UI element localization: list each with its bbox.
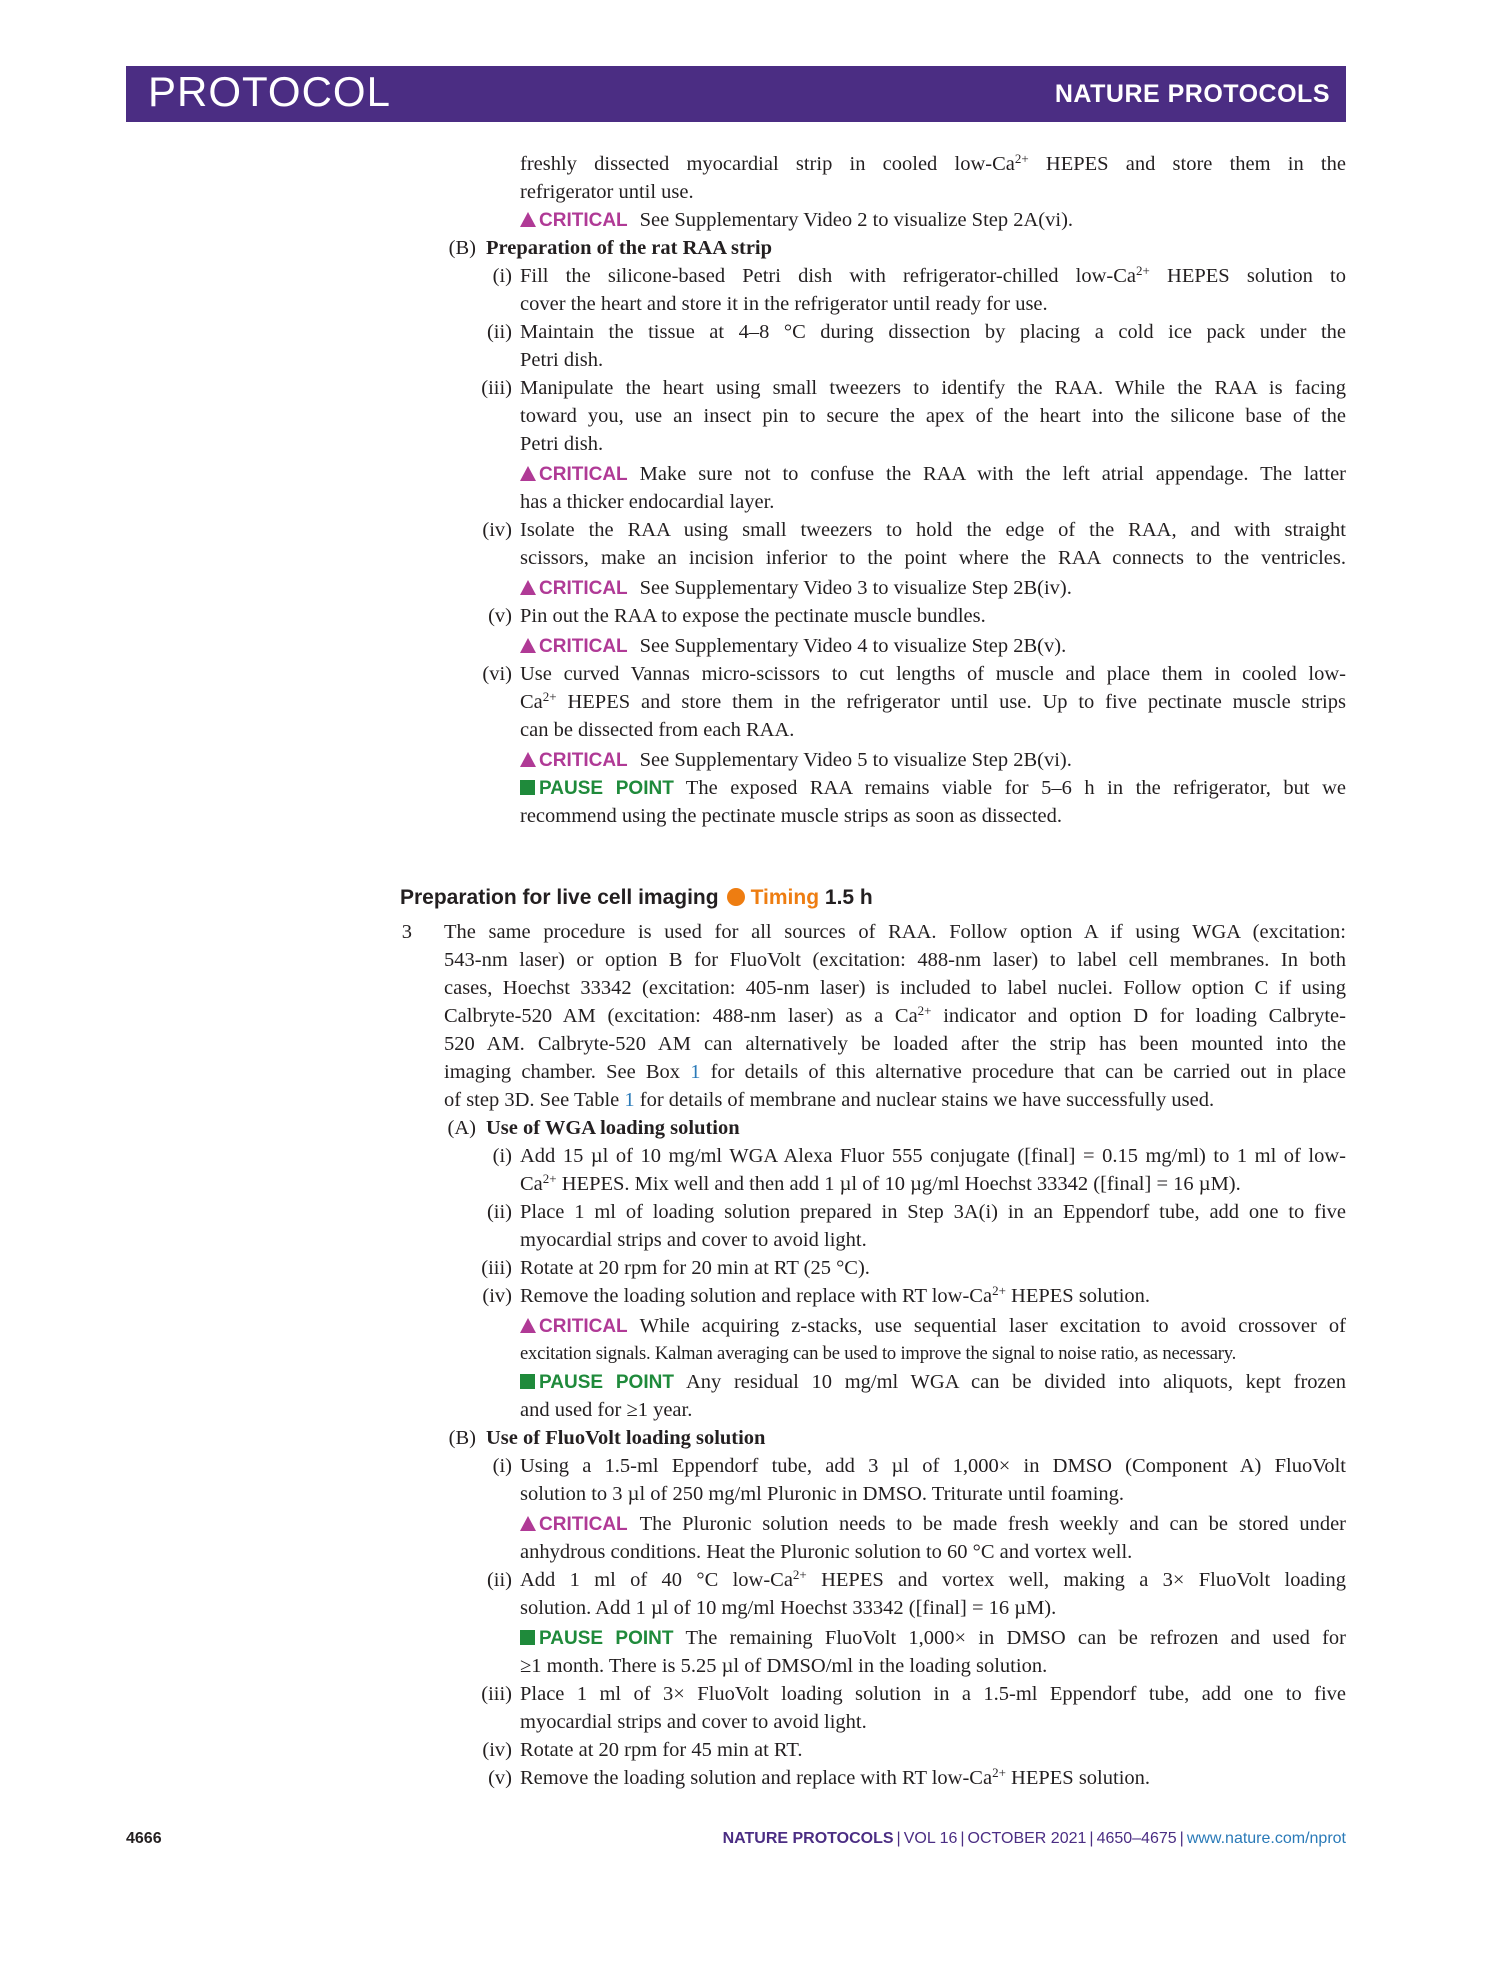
text-line: freshly dissected myocardial strip in cooled low-$Ca^{2+}$ HEPES and store them in the xyxy=(520,151,1346,175)
warning-triangle-icon xyxy=(520,466,536,481)
text-line: Petri dish. xyxy=(520,433,604,455)
pause-square-icon xyxy=(520,1374,535,1389)
text-line: and used for ≥1 year. xyxy=(520,1399,693,1421)
text-line: solution to 3 µl of 250 mg/ml Pluronic in DMSO. Triturate until foaming. xyxy=(520,1483,1125,1505)
warning-triangle-icon xyxy=(520,580,536,595)
substep-number: (iv) xyxy=(482,1739,512,1761)
critical-note: CRITICAL While acquiring z-stacks, use sequential laser excitation to avoid crossover of xyxy=(520,1312,1346,1341)
pause-note: PAUSE POINT The remaining FluoVolt 1,000× in DMSO can be refrozen and used for xyxy=(520,1624,1346,1653)
text-line: Remove the loading solution and replace with RT low-$Ca^{2+}$ HEPES solution. xyxy=(520,1765,1151,1789)
text-line: scissors, make an incision inferior to the point where the RAA connects to the ventricles. xyxy=(520,547,1346,569)
pause-note: PAUSE POINT The exposed RAA remains viable for 5–6 h in the refrigerator, but we xyxy=(520,774,1346,803)
text-line: Calbryte-520 AM (excitation: 488-nm laser) as a $Ca^{2+}$ indicator and option D for loading Calbryte- xyxy=(444,1003,1346,1027)
table-reference-link[interactable]: 1 xyxy=(624,1089,635,1111)
text-line: imaging chamber. See Box 1 for details of this alternative procedure that can be carried out in place xyxy=(444,1061,1346,1083)
journal-url-link[interactable]: www.nature.com/nprot xyxy=(1186,1830,1346,1847)
critical-note: CRITICAL The Pluronic solution needs to be made fresh weekly and can be stored under xyxy=(520,1510,1346,1539)
text-line: Place 1 ml of 3× FluoVolt loading solution in a 1.5-ml Eppendorf tube, add one to five xyxy=(520,1683,1346,1705)
substep-number: (ii) xyxy=(486,1201,512,1223)
header-journal: NATURE PROTOCOLS xyxy=(1054,80,1330,108)
substep-number: (iii) xyxy=(481,1257,512,1279)
section-heading: Preparation for live cell imaging Timing 1.5 h xyxy=(400,886,873,909)
footer-citation: NATURE PROTOCOLS | VOL 16 | OCTOBER 2021 | 4650–4675 | www.nature.com/nprot xyxy=(722,1830,1346,1847)
header-bar xyxy=(126,66,1346,122)
text-line: anhydrous conditions. Heat the Pluronic solution to 60 °C and vortex well. xyxy=(520,1541,1133,1563)
text-line: Remove the loading solution and replace with RT low-$Ca^{2+}$ HEPES solution. xyxy=(520,1283,1151,1307)
substep-number: (ii) xyxy=(486,1569,512,1591)
text-line: toward you, use an insect pin to secure the apex of the heart into the silicone base of the xyxy=(520,405,1346,427)
substep-number: (ii) xyxy=(486,321,512,343)
box-reference-link[interactable]: 1 xyxy=(690,1061,701,1083)
text-line: The same procedure is used for all sources of RAA. Follow option A if using WGA (excitation: xyxy=(444,921,1346,943)
warning-triangle-icon xyxy=(520,1516,536,1531)
text-line: Place 1 ml of loading solution prepared in Step 3A(i) in an Eppendorf tube, add one to five xyxy=(520,1201,1346,1223)
text-line: solution. Add 1 µl of 10 mg/ml Hoechst 33342 ([final] = 16 µM). xyxy=(520,1597,1057,1619)
substep-number: (vi) xyxy=(482,663,512,685)
warning-triangle-icon xyxy=(520,1318,536,1333)
option-label: (A) xyxy=(447,1117,476,1139)
option-label: (B) xyxy=(448,237,476,259)
text-line: Rotate at 20 rpm for 20 min at RT (25 °C). xyxy=(520,1257,870,1279)
option-title: Preparation of the rat RAA strip xyxy=(486,237,773,259)
page-number: 4666 xyxy=(126,1830,162,1847)
warning-triangle-icon xyxy=(520,752,536,767)
text-line: Fill the silicone-based Petri dish with refrigerator-chilled low-$Ca^{2+}$ HEPES solution to xyxy=(520,263,1346,287)
substep-number: (iv) xyxy=(482,519,512,541)
text-line: $Ca^{2+}$ HEPES and store them in the refrigerator until use. Up to five pectinate muscle strips xyxy=(520,689,1346,713)
critical-note: CRITICAL Make sure not to confuse the RAA with the left atrial appendage. The latter xyxy=(520,460,1346,489)
text-line: excitation signals. Kalman averaging can be used to improve the signal to noise ratio, as necessary. xyxy=(520,1343,1237,1364)
step-number: 3 xyxy=(401,921,412,943)
text-line: refrigerator until use. xyxy=(520,181,694,203)
text-line: cover the heart and store it in the refrigerator until ready for use. xyxy=(520,293,1048,315)
pause-note: PAUSE POINT Any residual 10 mg/ml WGA can be divided into aliquots, kept frozen xyxy=(520,1368,1346,1397)
text-line: Add 15 µl of 10 mg/ml WGA Alexa Fluor 555 conjugate ([final] = 0.15 mg/ml) to 1 ml of low- xyxy=(520,1145,1346,1167)
option-title: Use of WGA loading solution xyxy=(486,1117,740,1139)
text-line: Use curved Vannas micro-scissors to cut lengths of muscle and place them in cooled low- xyxy=(520,663,1346,685)
text-line: $Ca^{2+}$ HEPES. Mix well and then add 1 µl of 10 µg/ml Hoechst 33342 ([final] = 16 µM). xyxy=(520,1171,1241,1195)
text-line: Petri dish. xyxy=(520,349,604,371)
header-protocol: PROTOCOL xyxy=(148,68,391,115)
pause-square-icon xyxy=(520,780,535,795)
text-line: 543-nm laser) or option B for FluoVolt (excitation: 488-nm laser) to label cell membranes. In both xyxy=(444,949,1346,971)
text-line: Pin out the RAA to expose the pectinate muscle bundles. xyxy=(520,605,986,627)
substep-number: (i) xyxy=(492,265,512,287)
text-line: myocardial strips and cover to avoid light. xyxy=(520,1229,867,1251)
substep-number: (i) xyxy=(492,1455,512,1477)
critical-note: CRITICAL See Supplementary Video 2 to visualize Step 2A(vi). xyxy=(520,206,1073,235)
option-title: Use of FluoVolt loading solution xyxy=(486,1427,766,1449)
text-line: has a thicker endocardial layer. xyxy=(520,491,775,513)
warning-triangle-icon xyxy=(520,212,536,227)
substep-number: (iii) xyxy=(481,1683,512,1705)
text-line: myocardial strips and cover to avoid light. xyxy=(520,1711,867,1733)
warning-triangle-icon xyxy=(520,638,536,653)
text-line: Maintain the tissue at 4–8 °C during dissection by placing a cold ice pack under the xyxy=(520,321,1346,343)
option-label: (B) xyxy=(448,1427,476,1449)
substep-number: (i) xyxy=(492,1145,512,1167)
text-line: Manipulate the heart using small tweezers to identify the RAA. While the RAA is facing xyxy=(520,377,1346,399)
critical-note: CRITICAL See Supplementary Video 3 to visualize Step 2B(iv). xyxy=(520,574,1072,603)
timing-dot-icon xyxy=(727,888,745,906)
text-line: Add 1 ml of 40 °C low-$Ca^{2+}$ HEPES and vortex well, making a 3× FluoVolt loading xyxy=(520,1567,1346,1591)
text-line: recommend using the pectinate muscle strips as soon as dissected. xyxy=(520,805,1062,827)
pause-square-icon xyxy=(520,1630,535,1645)
substep-number: (v) xyxy=(488,605,512,627)
text-line: ≥1 month. There is 5.25 µl of DMSO/ml in the loading solution. xyxy=(520,1655,1048,1677)
text-line: Isolate the RAA using small tweezers to hold the edge of the RAA, and with straight xyxy=(520,519,1346,541)
text-line: 520 AM. Calbryte-520 AM can alternatively be loaded after the strip has been mounted into the xyxy=(444,1033,1346,1055)
text-line: of step 3D. See Table 1 for details of membrane and nuclear stains we have successfully used. xyxy=(444,1089,1215,1111)
substep-number: (v) xyxy=(488,1767,512,1789)
substep-number: (iii) xyxy=(481,377,512,399)
text-line: Using a 1.5-ml Eppendorf tube, add 3 µl of 1,000× in DMSO (Component A) FluoVolt xyxy=(520,1455,1346,1477)
substep-number: (iv) xyxy=(482,1285,512,1307)
text-line: can be dissected from each RAA. xyxy=(520,719,795,741)
text-line: Rotate at 20 rpm for 45 min at RT. xyxy=(520,1739,803,1761)
critical-note: CRITICAL See Supplementary Video 4 to visualize Step 2B(v). xyxy=(520,632,1066,661)
critical-note: CRITICAL See Supplementary Video 5 to visualize Step 2B(vi). xyxy=(520,746,1072,775)
text-line: cases, Hoechst 33342 (excitation: 405-nm laser) is included to label nuclei. Follow option C if using xyxy=(444,977,1346,999)
